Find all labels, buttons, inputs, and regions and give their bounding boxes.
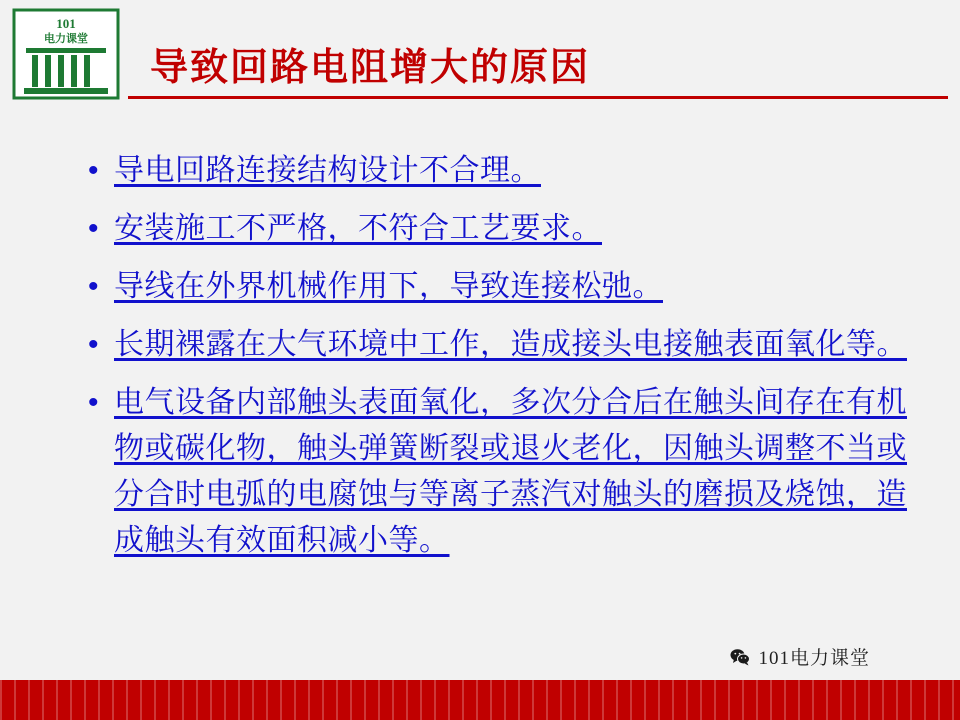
slide-header (0, 0, 960, 104)
wechat-icon (730, 648, 750, 666)
bullet-dot-icon: • (88, 386, 99, 419)
svg-text:101: 101 (56, 16, 76, 31)
list-item-label: 长期裸露在大气环境中工作，造成接头电接触表面氧化等。 (114, 328, 907, 361)
footer-stripe (0, 680, 960, 720)
title-divider (128, 96, 948, 99)
list-item (88, 264, 918, 310)
list-item-label: 导电回路连接结构设计不合理。 (114, 154, 541, 187)
wechat-credit (730, 643, 870, 670)
list-item-label: 导线在外界机械作用下，导致连接松弛。 (114, 270, 663, 303)
list-item (88, 380, 918, 564)
page-title: 导致回路电阻增大的原因 (150, 47, 591, 89)
wechat-label: 101电力课堂 (758, 648, 870, 669)
list-item (88, 148, 918, 194)
svg-text:电力课堂: 电力课堂 (44, 33, 88, 45)
list-item (88, 322, 918, 368)
bullet-list (88, 148, 918, 576)
list-item-label: 电气设备内部触头表面氧化，多次分合后在触头间存在有机物或碳化物，触头弹簧断裂或退火老化，因触头调整不当或分合时电弧的电腐蚀与等离子蒸汽对触头的磨损及烧蚀，造成触头有效面积减小等。 (114, 386, 907, 557)
logo (12, 8, 120, 100)
list-item-label: 安装施工不严格，不符合工艺要求。 (114, 212, 602, 245)
bullet-dot-icon: • (88, 212, 99, 245)
bullet-dot-icon: • (88, 270, 99, 303)
list-item (88, 206, 918, 252)
bullet-dot-icon: • (88, 154, 99, 187)
bullet-dot-icon: • (88, 328, 99, 361)
